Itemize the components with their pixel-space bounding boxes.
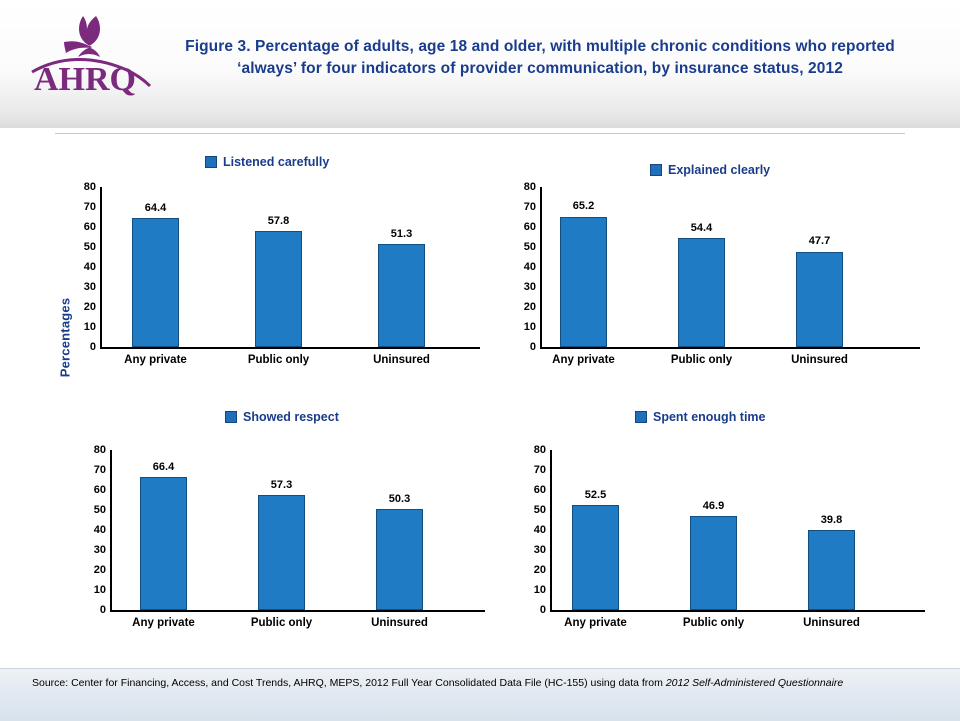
x-tick-label-uninsured: Uninsured — [373, 354, 430, 366]
x-tick-label-uninsured: Uninsured — [791, 354, 848, 366]
y-tick-label: 30 — [93, 544, 106, 556]
x-axis — [100, 347, 480, 349]
y-tick-label: 30 — [83, 281, 96, 293]
source-note-text: Source: Center for Financing, Access, and Cost Trends, AHRQ, MEPS, 2012 Full Year Consolidated Data File (HC-155) using data from — [32, 677, 666, 689]
y-tick-label: 60 — [83, 221, 96, 233]
bar-value-any-private: 66.4 — [152, 461, 175, 473]
ahrq-logo — [30, 12, 160, 98]
y-tick-label: 40 — [533, 524, 546, 536]
bar-value-uninsured: 51.3 — [390, 228, 413, 240]
y-tick-label: 20 — [533, 564, 546, 576]
bar-value-public-only: 57.3 — [270, 479, 293, 491]
chart-showed-respect — [70, 405, 490, 650]
x-tick-label-any-private: Any private — [552, 354, 615, 366]
y-tick-label: 10 — [83, 321, 96, 333]
y-tick-label: 70 — [83, 201, 96, 213]
page-title: Figure 3. Percentage of adults, age 18 and older, with multiple chronic conditions who reported ‘always’ for four indicators of provider communication, by insurance status, 2012 — [185, 38, 895, 77]
y-tick-label: 20 — [83, 301, 96, 313]
y-tick-label: 30 — [523, 281, 536, 293]
bar-public-only — [258, 495, 305, 610]
bar-public-only — [255, 231, 302, 347]
x-tick-label-any-private: Any private — [564, 617, 627, 629]
y-tick-label: 0 — [529, 341, 536, 353]
y-tick-label: 60 — [533, 484, 546, 496]
x-tick-label-any-private: Any private — [132, 617, 195, 629]
y-tick-label: 70 — [93, 464, 106, 476]
y-tick-label: 10 — [93, 584, 106, 596]
bar-value-public-only: 46.9 — [702, 500, 725, 512]
y-axis — [100, 187, 102, 347]
x-tick-label-uninsured: Uninsured — [803, 617, 860, 629]
y-tick-label: 80 — [523, 181, 536, 193]
y-tick-label: 40 — [93, 524, 106, 536]
bar-value-public-only: 54.4 — [690, 222, 713, 234]
legend-label: Listened carefully — [223, 155, 330, 169]
bar-any-private — [132, 218, 179, 347]
bar-any-private — [560, 217, 607, 347]
legend-swatch-icon — [205, 156, 217, 168]
bar-uninsured — [376, 509, 423, 610]
bar-value-any-private: 52.5 — [584, 489, 607, 501]
bar-value-any-private: 65.2 — [572, 200, 595, 212]
x-axis — [540, 347, 920, 349]
bar-any-private — [140, 477, 187, 610]
plot-area — [510, 444, 930, 650]
plot-area — [70, 181, 490, 387]
x-tick-label-any-private: Any private — [124, 354, 187, 366]
y-tick-label: 30 — [533, 544, 546, 556]
chart-legend — [205, 155, 329, 169]
y-tick-label: 20 — [93, 564, 106, 576]
bar-value-any-private: 64.4 — [144, 202, 167, 214]
y-tick-label: 0 — [539, 604, 546, 616]
legend-label: Showed respect — [243, 410, 339, 424]
y-tick-label: 70 — [523, 201, 536, 213]
chart-listened-carefully — [70, 155, 490, 395]
y-axis — [540, 187, 542, 347]
y-tick-label: 20 — [523, 301, 536, 313]
bar-any-private — [572, 505, 619, 610]
legend-swatch-icon — [635, 411, 647, 423]
chart-legend — [225, 410, 339, 424]
bar-public-only — [690, 516, 737, 610]
x-tick-label-public-only: Public only — [250, 617, 313, 629]
chart-explained-clearly — [510, 155, 930, 395]
bar-value-uninsured: 47.7 — [808, 235, 831, 247]
x-tick-label-public-only: Public only — [682, 617, 745, 629]
bar-value-uninsured: 50.3 — [388, 493, 411, 505]
y-tick-label: 40 — [83, 261, 96, 273]
y-tick-label: 10 — [523, 321, 536, 333]
chart-legend — [650, 163, 770, 177]
y-tick-label: 50 — [83, 241, 96, 253]
legend-swatch-icon — [225, 411, 237, 423]
y-tick-label: 0 — [99, 604, 106, 616]
y-tick-label: 40 — [523, 261, 536, 273]
x-tick-label-public-only: Public only — [670, 354, 733, 366]
bar-uninsured — [796, 252, 843, 347]
svg-text:AHRQ: AHRQ — [34, 61, 136, 98]
bar-uninsured — [808, 530, 855, 610]
bar-uninsured — [378, 244, 425, 347]
y-tick-label: 80 — [93, 444, 106, 456]
y-tick-label: 50 — [523, 241, 536, 253]
source-note — [32, 676, 932, 691]
legend-label: Explained clearly — [668, 163, 771, 177]
bar-value-public-only: 57.8 — [267, 215, 290, 227]
x-axis — [550, 610, 925, 612]
x-tick-label-public-only: Public only — [247, 354, 310, 366]
plot-area — [510, 181, 930, 387]
x-tick-label-uninsured: Uninsured — [371, 617, 428, 629]
y-tick-label: 10 — [533, 584, 546, 596]
y-axis — [550, 450, 552, 610]
y-tick-label: 60 — [523, 221, 536, 233]
y-tick-label: 70 — [533, 464, 546, 476]
bar-public-only — [678, 238, 725, 347]
y-tick-label: 0 — [89, 341, 96, 353]
legend-label: Spent enough time — [653, 410, 766, 424]
chart-spent-enough-time — [510, 405, 930, 650]
y-tick-label: 80 — [533, 444, 546, 456]
y-tick-label: 50 — [533, 504, 546, 516]
header-divider — [55, 133, 905, 134]
plot-area — [70, 444, 490, 650]
y-tick-label: 60 — [93, 484, 106, 496]
chart-legend — [635, 410, 766, 424]
legend-swatch-icon — [650, 164, 662, 176]
source-note-italic: 2012 Self-Administered Questionnaire — [665, 677, 844, 689]
x-axis — [110, 610, 485, 612]
y-axis — [110, 450, 112, 610]
y-tick-label: 80 — [83, 181, 96, 193]
bar-value-uninsured: 39.8 — [820, 514, 843, 526]
y-tick-label: 50 — [93, 504, 106, 516]
y-axis-caption: Percentages — [57, 297, 73, 378]
